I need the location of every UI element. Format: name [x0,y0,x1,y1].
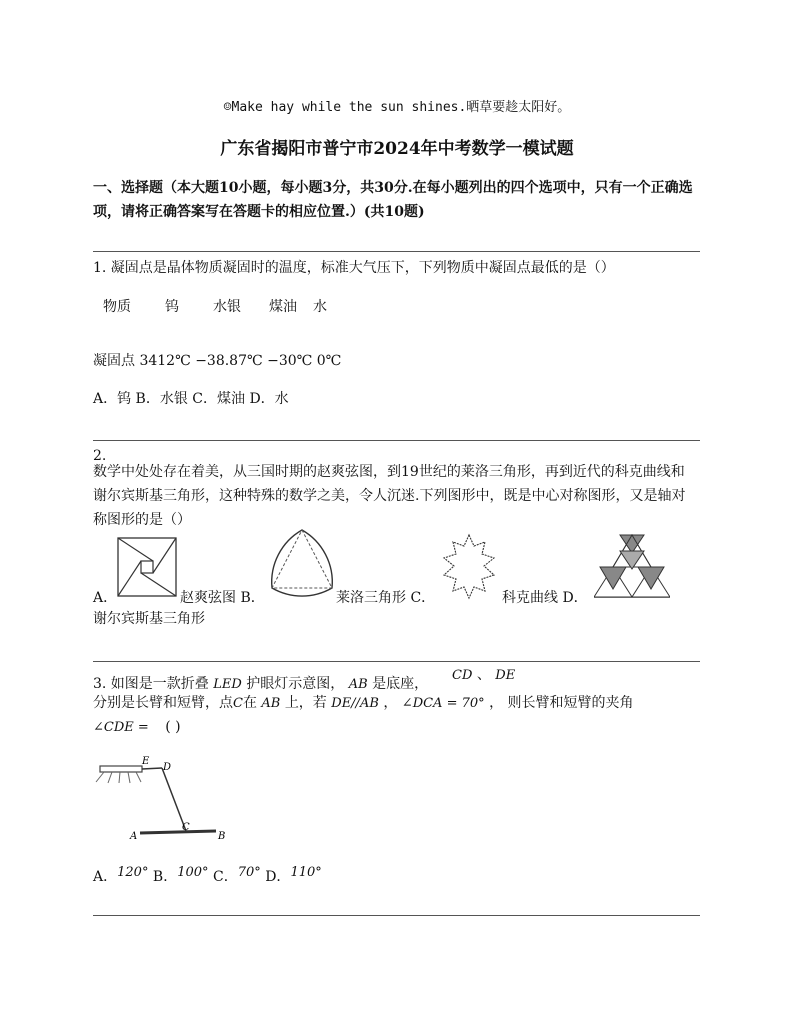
divider-2 [93,440,700,441]
q3-de-parallel-ab: DE//AB [331,696,379,711]
zhaoshuang-figure-icon [117,537,177,597]
q3-angle-dca: ∠DCA = 70° [401,696,485,711]
q3-sep: 、 [476,667,491,683]
q3-opt-a-label: A． [93,869,118,885]
reuleaux-triangle-icon [268,526,336,600]
q2-opt-b: 莱洛三角形 C． [336,590,436,606]
q3-led: LED [213,677,242,692]
label-a: A [130,831,138,842]
q1-table-header [103,295,327,319]
q3-line2-a: 分别是长臂和短臂，点 [93,695,233,711]
q3-answer-blank: ( ) [165,719,181,735]
q3-opt-b: 100° [177,865,209,880]
page-title: 广东省揭阳市普宁市2024年中考数学一模试题 [220,139,574,159]
q1-options: A．钨 B．水银 C．煤油 D．水 [93,391,289,407]
q3-line2-b: 在 [242,695,257,711]
q3-angle-cde: ∠CDE = [93,720,149,735]
q1-stem: 1. 凝固点是晶体物质凝固时的温度，标准大气压下，下列物质中凝固点最低的是（） [93,260,615,276]
q3-line1-c: 是底座， [372,676,429,692]
q3-line1-b: 护眼灯示意图， [246,676,345,692]
q3-line3 [93,715,181,740]
q3-line2 [93,691,634,716]
q3-options [93,865,322,890]
divider-3 [93,661,700,662]
motto: ☺Make hay while the sun shines.晒草要趁太阳好。 [223,100,571,115]
q3-comma: ， [383,695,398,711]
label-b: B [218,831,226,842]
q3-de: DE [495,668,516,683]
q3-opt-b-label: B． [152,869,178,885]
q2-opt-c: 科克曲线 D． [502,590,588,606]
label-d: D [163,762,172,773]
q3-opt-c: 70° [237,865,261,880]
q2-number: 2. [93,448,107,464]
divider-4 [93,915,700,916]
q1-col-substance: 物质 [103,299,131,315]
q3-cd: CD [452,668,473,683]
q2-opt-a-label: A． [93,590,118,606]
section-heading: 一、选择题（本大题10小题，每小题3分，共30分.在每小题列出的四个选项中，只有一个正确选项，请将正确答案写在答题卡的相应位置.）(共10题) [93,180,693,220]
koch-snowflake-icon [440,532,498,602]
label-e: E [142,756,150,767]
q3-c: C [233,696,243,711]
q3-line2-d: ， 则长臂和短臂的夹角 [489,695,634,711]
q1-col-mercury: 水银 [213,299,241,315]
q1-table-row: 凝固点 3412℃ −38.87℃ −30℃ 0℃ [93,353,342,369]
divider-1 [93,251,700,252]
label-c: C [182,822,190,833]
led-lamp-figure [92,752,252,844]
q3-opt-c-label: C． [212,869,238,885]
q3-line1-a: 3. 如图是一款折叠 [93,676,209,692]
q1-col-water: 水 [313,299,327,315]
q3-ab2: AB [261,696,281,711]
q2-opt-a: 赵爽弦图 B． [180,590,265,606]
q2-opt-d: 谢尔宾斯基三角形 [93,611,205,627]
sierpinski-triangle-icon [594,533,670,599]
q3-ab: AB [348,677,368,692]
q1-col-kerosene: 煤油 [269,299,297,315]
q3-cd-de [452,664,515,684]
q2-stem: 数学中处处存在着美，从三国时期的赵爽弦图，到19世纪的莱洛三角形，再到近代的科克曲线和谢尔宾斯基三角形，这种特殊的数学之美，令人沉迷.下列图形中，既是中心对称图形，又是轴对称图形的是（） [93,464,686,528]
q3-opt-d: 110° [290,865,322,880]
q1-col-tungsten: 钨 [165,299,179,315]
q3-opt-d-label: D． [265,869,291,885]
q3-line2-c: 上，若 [284,695,327,711]
q3-opt-a: 120° [117,865,149,880]
